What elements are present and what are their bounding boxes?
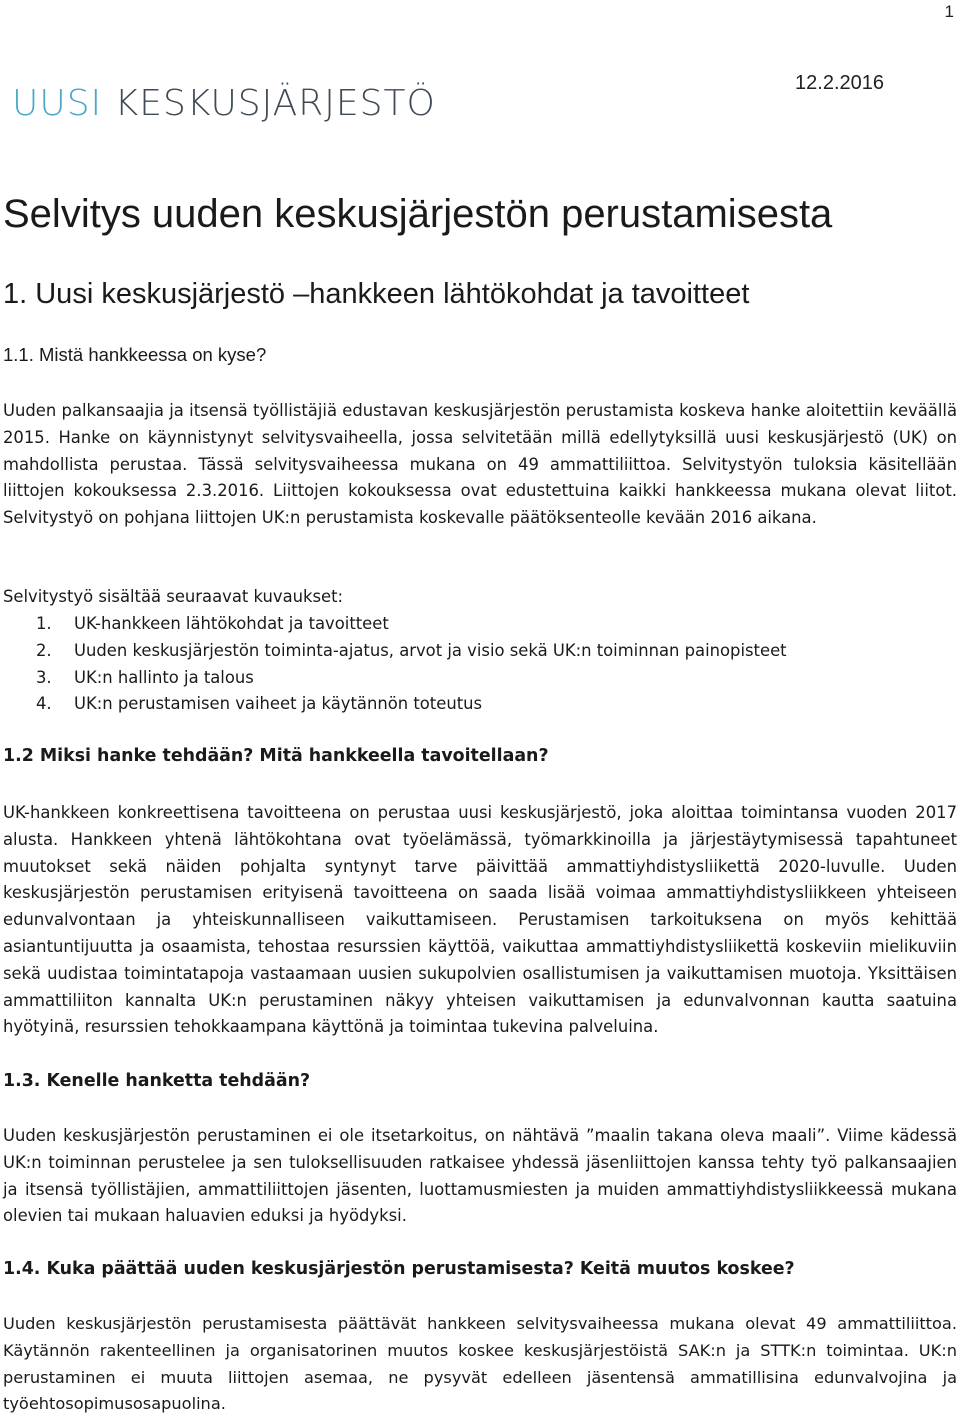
section-1-2-heading: 1.2 Miksi hanke tehdään? Mitä hankkeella tavoitellaan? [3,746,549,766]
organization-logo [12,83,436,124]
list-intro: Selvitystyö sisältää seuraavat kuvaukset: [3,587,344,606]
list-item-text: UK-hankkeen lähtökohdat ja tavoitteet [74,614,389,633]
section-1-1-paragraph: Uuden palkansaajia ja itsensä työllistäjiä edustavan keskusjärjestön perustamista koskeva hanke aloitettiin keväällä 2015. Hanke on käynnistynyt selvitysvaiheella, jossa selvitetään millä edellytyksillä uusi keskusjärjestö (UK) on mahdollista perustaa. Tässä selvitysvaiheessa mukana on 49 ammattiliittoa. Selvitystyön tuloksia käsitellään liittojen kokouksessa 2.3.2016. Liittojen kokouksessa ovat edustettuina kaikki hankkeessa mukana olevat liitot. Selvitystyö on pohjana liittojen UK:n perustamista koskevalle päätöksenteolle kevään 2016 aikana. [3,401,957,528]
list-item [3,638,787,665]
document-title: Selvitys uuden keskusjärjestön perustamisesta [3,192,833,236]
list-item-text: UK:n hallinto ja talous [74,667,254,687]
section-1-3-heading: 1.3. Kenelle hanketta tehdään? [3,1071,311,1091]
contents-list [3,611,787,718]
logo-text-keskusjarjesto: KESKUSJÄRJESTÖ [102,83,436,124]
page-number: 1 [944,2,954,21]
list-item-number: 4. [36,694,52,714]
list-item [3,665,787,692]
section-1-1-heading: 1.1. Mistä hankkeessa on kyse? [3,344,267,365]
section-1-4-paragraph: Uuden keskusjärjestön perustamisesta päättävät hankkeen selvitysvaiheessa mukana olevat 49 ammattiliittoa. Käytännön rakenteellinen ja organisatorinen muutos koskee keskusjärjestöistä SAK:n ja STTK:n toimintaa. UK:n perustaminen ei muuta liittojen asemaa, ne pysyvät edelleen jäsentensä ammatillisina edunvalvojina ja työehtosopimusosapuolina. [3,1314,957,1414]
list-item-number: 3. [36,667,52,687]
list-item-number: 1. [36,614,52,633]
list-item-text: Uuden keskusjärjestön toiminta-ajatus, arvot ja visio sekä UK:n toiminnan painopisteet [74,640,787,660]
section-1-heading: 1. Uusi keskusjärjestö –hankkeen lähtökohdat ja tavoitteet [3,278,750,310]
section-1-2-paragraph: UK-hankkeen konkreettisena tavoitteena on perustaa uusi keskusjärjestö, joka aloittaa toimintansa vuoden 2017 alusta. Hankkeen yhtenä lähtökohtana ovat työelämässä, työmarkkinoilla ja järjestäytymisessä tapahtuneet muutokset sekä näiden pohjalta syntynyt tarve päivittää ammattiyhdistysliikettä 2020-luvulle. Uuden keskusjärjestön perustamisen erityisenä tavoitteena on saada lisää voimaa ammattiyhdistysliikkeen yhteiseen edunvalvontaan ja yhteiskunnalliseen vaikuttamiseen. Perustamisen tarkoituksena on myös kehittää asiantuntijuutta ja osaamista, tehostaa resurssien käyttöä, vaikuttaa ammattiyhdistysliikettä koskeviin mielikuviin sekä uudistaa toimintatapoja vastaamaan uusien sukupolvien osallistumisen ja vaikuttamisen muotoja. Yksittäisen ammattiliiton kannalta UK:n perustaminen näkyy yhteisen vaikuttamisen ja edunvalvonnan kautta saatuina hyötyinä, resurssien tehokkaampana käyttönä ja toimintaa tukevina palveluina. [3,803,957,1037]
list-item-number: 2. [36,640,52,660]
logo-text-uusi: UUSI [12,83,103,124]
list-item [3,691,787,718]
document-date: 12.2.2016 [795,72,884,94]
section-1-3-paragraph: Uuden keskusjärjestön perustaminen ei ole itsetarkoitus, on nähtävä ”maalin takana oleva maali”. Viime kädessä UK:n toiminnan perustelee ja sen tuloksellisuuden ratkaisee yhdessä jäsenliittojen kanssa tehty työ palkansaajien ja itsensä työllistäjien, ammattiliittojen jäsenten, luottamusmiesten ja muiden ammattiyhdistysliikkeessä mukana olevien tai mukaan haluavien eduksi ja hyödyksi. [3,1126,957,1226]
list-item-text: UK:n perustamisen vaiheet ja käytännön toteutus [74,694,483,714]
list-item [3,611,787,638]
section-1-4-heading: 1.4. Kuka päättää uuden keskusjärjestön perustamisesta? Keitä muutos koskee? [3,1259,795,1279]
